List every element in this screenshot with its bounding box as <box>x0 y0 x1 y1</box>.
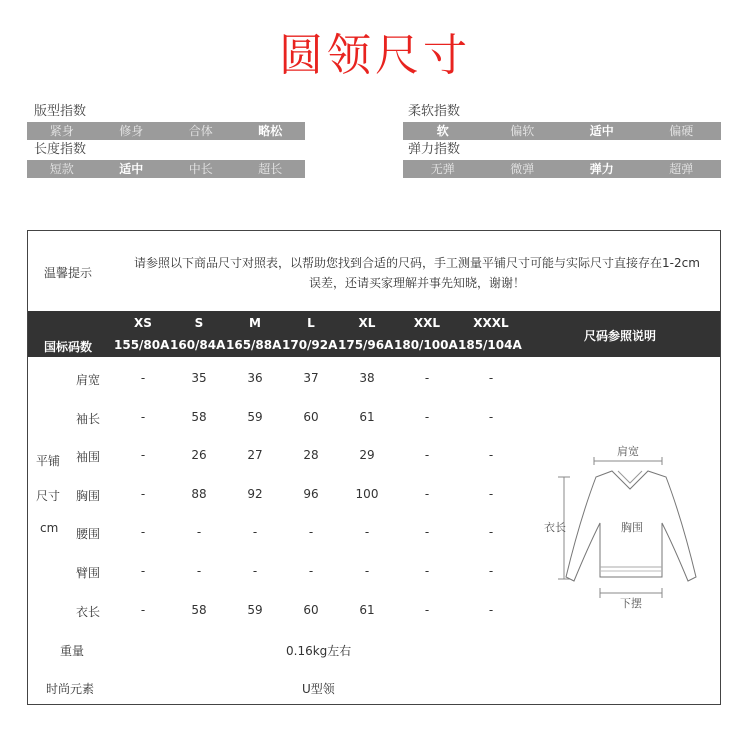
elasticity-option: 超弹 <box>669 162 694 176</box>
diagram-shoulder: 肩宽 <box>617 445 639 458</box>
code-l: 170/92A <box>282 338 338 352</box>
length-index-bar <box>27 160 305 178</box>
table-cell: 96 <box>303 486 319 501</box>
table-cell: - <box>488 448 494 463</box>
table-cell: - <box>140 525 146 540</box>
table-cell: 88 <box>191 486 207 501</box>
note-line-2: 误差，还请买家理解并事先知晓，谢谢！ <box>308 276 525 290</box>
table-cell: - <box>488 602 494 617</box>
row-label: 衣长 <box>76 604 101 619</box>
size-table <box>27 230 721 705</box>
elasticity-option: 无弹 <box>430 162 455 176</box>
table-cell: - <box>424 448 430 463</box>
table-cell: - <box>488 371 494 385</box>
size-xl: XL <box>358 316 376 330</box>
table-cell: 61 <box>359 602 375 617</box>
table-cell: - <box>364 564 370 578</box>
row-label: 肩宽 <box>76 373 101 387</box>
code-xxxl: 185/104A <box>458 338 522 352</box>
softness-option-selected: 适中 <box>589 124 614 138</box>
softness-index-label: 柔软指数 <box>408 104 461 119</box>
row-label: 袖围 <box>76 450 101 465</box>
table-cell: - <box>424 602 430 617</box>
note-label: 温馨提示 <box>44 266 93 280</box>
weight-value: 0.16kg左右 <box>286 644 352 658</box>
diagram-chest: 胸围 <box>621 521 643 534</box>
row-label: 袖长 <box>76 411 101 426</box>
note-text <box>112 253 722 293</box>
table-cell: - <box>488 564 494 578</box>
table-cell: - <box>424 409 430 424</box>
table-cell: 100 <box>355 486 379 501</box>
note-line-1: 请参照以下商品尺寸对照表，以帮助您找到合适的尺码，手工测量平铺尺寸可能与实际尺寸直接存在1-2cm <box>134 256 700 270</box>
table-cell: - <box>140 564 146 578</box>
size-xs: XS <box>134 316 152 330</box>
table-cell: - <box>140 409 146 424</box>
table-cell: - <box>196 564 202 578</box>
style-value: U型领 <box>302 682 335 696</box>
table-cell: 59 <box>247 602 263 617</box>
sweater-diagram <box>538 439 708 609</box>
length-option: 超长 <box>258 162 283 176</box>
table-cell: 60 <box>303 409 319 424</box>
reference-label: 尺码参照说明 <box>584 329 657 343</box>
table-cell: 27 <box>247 448 263 463</box>
softness-option: 偏硬 <box>669 124 694 138</box>
length-option: 中长 <box>188 162 213 176</box>
size-xxl: XXL <box>413 316 441 330</box>
diagram-length: 衣长 <box>544 521 566 534</box>
diagram-hem: 下摆 <box>620 597 642 609</box>
table-cell: 28 <box>303 448 319 463</box>
table-cell: - <box>488 486 494 501</box>
fit-option-selected: 略松 <box>258 124 283 138</box>
style-label: 时尚元素 <box>46 682 95 696</box>
table-cell: - <box>364 525 370 540</box>
table-cell: 58 <box>191 602 207 617</box>
length-index-label: 长度指数 <box>34 142 87 157</box>
code-label: 国标码数 <box>44 340 93 354</box>
table-cell: - <box>252 564 258 578</box>
table-cell: - <box>308 564 314 578</box>
table-cell: 61 <box>359 409 375 424</box>
table-cell: - <box>424 371 430 385</box>
side-label-1: 平铺 <box>36 454 61 468</box>
side-label-3: cm <box>40 521 59 535</box>
size-m: M <box>249 316 261 330</box>
table-cell: 59 <box>247 409 263 424</box>
table-cell: - <box>196 525 202 540</box>
weight-label: 重量 <box>60 644 85 658</box>
table-cell: 58 <box>191 409 207 424</box>
table-cell: - <box>252 525 258 540</box>
table-cell: 92 <box>247 486 263 501</box>
fit-option: 修身 <box>119 124 144 138</box>
table-header <box>28 311 720 357</box>
size-xxxl: XXXL <box>473 316 509 330</box>
table-cell: 38 <box>359 371 375 385</box>
side-label-2: 尺寸 <box>36 489 61 503</box>
page-title: 圆领尺寸 <box>279 30 471 81</box>
softness-option-selected: 软 <box>436 124 449 138</box>
length-option-selected: 适中 <box>119 162 144 176</box>
row-label: 胸围 <box>76 488 101 503</box>
code-xxl: 180/100A <box>394 338 458 352</box>
elasticity-index-bar <box>403 160 721 178</box>
size-l: L <box>307 316 315 330</box>
table-cell: - <box>140 448 146 463</box>
fit-index-label: 版型指数 <box>34 104 87 119</box>
row-label: 臂围 <box>76 566 101 580</box>
size-s: S <box>194 316 204 330</box>
softness-option: 偏软 <box>510 124 535 138</box>
table-cell: 37 <box>303 371 319 385</box>
table-cell: - <box>308 525 314 540</box>
table-cell: - <box>488 525 494 540</box>
table-cell: - <box>140 486 146 501</box>
table-cell: 26 <box>191 448 207 463</box>
softness-index-bar <box>403 122 721 140</box>
elasticity-index-label: 弹力指数 <box>408 142 461 157</box>
table-cell: 35 <box>191 371 207 385</box>
row-label: 腰围 <box>76 527 101 542</box>
table-cell: - <box>488 409 494 424</box>
fit-option: 紧身 <box>49 124 74 138</box>
table-cell: - <box>424 564 430 578</box>
table-cell: - <box>140 371 146 385</box>
code-s: 160/84A <box>170 338 226 352</box>
table-cell: 29 <box>359 448 375 463</box>
elasticity-option: 微弹 <box>510 162 535 176</box>
table-cell: - <box>424 525 430 540</box>
code-xl: 175/96A <box>338 338 394 352</box>
table-cell: - <box>424 486 430 501</box>
table-cell: 60 <box>303 602 319 617</box>
code-xs: 155/80A <box>114 338 170 352</box>
elasticity-option-selected: 弹力 <box>589 162 614 176</box>
fit-option: 合体 <box>188 124 213 138</box>
table-cell: - <box>140 602 146 617</box>
fit-index-bar <box>27 122 305 140</box>
table-cell: 36 <box>247 371 263 385</box>
code-m: 165/88A <box>226 338 282 352</box>
length-option: 短款 <box>49 162 74 176</box>
